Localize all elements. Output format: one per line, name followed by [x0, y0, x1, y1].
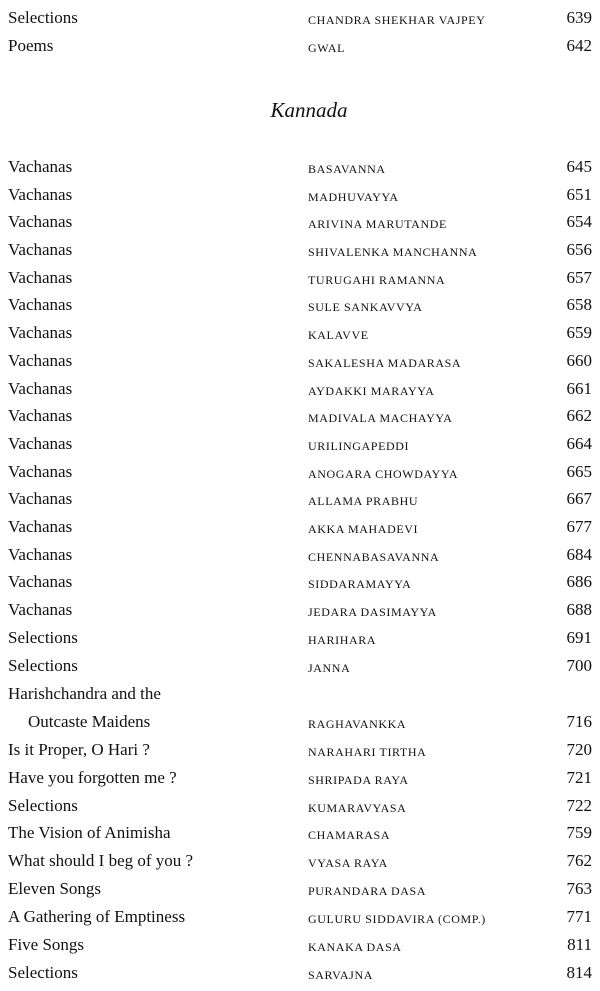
entry-page-number: 654: [566, 212, 592, 231]
toc-entry: [0, 351, 600, 379]
entry-page-number: 660: [566, 351, 592, 370]
entry-title: Vachanas: [8, 185, 73, 204]
toc-entry: [0, 935, 600, 963]
entry-author: SARVAJNA: [308, 968, 373, 982]
entry-title: Selections: [8, 963, 78, 982]
entry-title: Vachanas: [8, 517, 73, 536]
toc-entry: [0, 600, 600, 628]
toc-entry: [0, 406, 600, 434]
entry-page-number: 686: [566, 572, 592, 591]
toc-entry: [0, 157, 600, 185]
toc-entry: [0, 684, 600, 712]
entry-title: Have you forgotten me ?: [8, 768, 177, 787]
entry-page-number: 639: [566, 8, 592, 27]
entry-page-number: 645: [566, 157, 592, 176]
entry-title: Vachanas: [8, 268, 73, 287]
toc-entry: [0, 796, 600, 824]
entry-author: CHAMARASA: [308, 828, 391, 842]
entry-title: Selections: [8, 628, 78, 647]
entry-page-number: 721: [566, 768, 592, 787]
entry-title: Selections: [8, 8, 78, 27]
toc-entry: [0, 295, 600, 323]
toc-entry: [0, 823, 600, 851]
entry-page-number: 642: [566, 36, 592, 55]
toc-entry: [0, 240, 600, 268]
entry-author: JANNA: [308, 661, 351, 675]
toc-entry: [0, 434, 600, 462]
entry-page-number: 814: [566, 963, 592, 982]
entry-page-number: 658: [566, 295, 592, 314]
entry-page-number: 677: [566, 517, 592, 536]
entry-title: Vachanas: [8, 600, 73, 619]
toc-entry: [0, 851, 600, 879]
toc-entry: [0, 489, 600, 517]
entry-title: Vachanas: [8, 240, 73, 259]
entry-author: AYDAKKI MARAYYA: [308, 384, 435, 398]
entry-author: SULE SANKAVVYA: [308, 300, 423, 314]
entry-author: SAKALESHA MADARASA: [308, 356, 462, 370]
entry-title: Vachanas: [8, 434, 73, 453]
toc-entry: [0, 8, 600, 36]
section-heading: Kannada: [270, 98, 348, 122]
entry-page-number: 659: [566, 323, 592, 342]
entry-author: BASAVANNA: [308, 162, 386, 176]
entry-author: VYASA RAYA: [308, 856, 388, 870]
entry-title: The Vision of Animisha: [8, 823, 171, 842]
toc-entry: [0, 712, 600, 740]
entry-title: Harishchandra and the: [8, 684, 161, 703]
entry-title: Vachanas: [8, 212, 73, 231]
entry-page-number: 661: [566, 379, 592, 398]
toc-entry: [0, 656, 600, 684]
entry-author: PURANDARA DASA: [308, 884, 427, 898]
entry-author: JEDARA DASIMAYYA: [308, 605, 437, 619]
entry-page-number: 762: [566, 851, 592, 870]
entry-title: Vachanas: [8, 462, 73, 481]
entry-author: CHENNABASAVANNA: [308, 550, 440, 564]
entry-author: ANOGARA CHOWDAYYA: [308, 467, 459, 481]
entry-title: Poems: [8, 36, 54, 55]
toc-entry: [0, 379, 600, 407]
entry-title: Eleven Songs: [8, 879, 102, 898]
toc-entry: [0, 628, 600, 656]
entry-page-number: 688: [566, 600, 592, 619]
entry-author: MADIVALA MACHAYYA: [308, 411, 453, 425]
entry-author: URILINGAPEDDI: [308, 439, 410, 453]
entry-author: SHIVALENKA MANCHANNA: [308, 245, 478, 259]
entry-title: Vachanas: [8, 406, 73, 425]
entry-author: SHRIPADA RAYA: [308, 773, 409, 787]
toc-entry: [0, 212, 600, 240]
entry-title: Vachanas: [8, 545, 73, 564]
entry-title: Vachanas: [8, 379, 73, 398]
entry-page-number: 811: [567, 935, 592, 954]
entry-author: KANAKA DASA: [308, 940, 402, 954]
entry-author: ALLAMA PRABHU: [308, 494, 419, 508]
entry-page-number: 667: [566, 489, 592, 508]
entry-author: KUMARAVYASA: [308, 801, 407, 815]
entry-title: Vachanas: [8, 351, 73, 370]
entry-page-number: 771: [566, 907, 592, 926]
toc-entry: [0, 462, 600, 490]
entry-title: Vachanas: [8, 572, 73, 591]
entry-page-number: 662: [566, 406, 592, 425]
entry-author: GWAL: [308, 41, 346, 55]
entry-author: ARIVINA MARUTANDE: [308, 217, 447, 231]
toc-entry: [0, 572, 600, 600]
entry-author: TURUGAHI RAMANNA: [308, 273, 446, 287]
entry-title: Vachanas: [8, 157, 73, 176]
entry-page-number: 763: [566, 879, 592, 898]
entry-title: A Gathering of Emptiness: [8, 907, 186, 926]
entry-author: SIDDARAMAYYA: [308, 577, 412, 591]
entry-page-number: 664: [566, 434, 592, 453]
entry-author: GULURU SIDDAVIRA (COMP.): [308, 912, 486, 926]
entry-page-number: 684: [566, 545, 592, 564]
entry-title: Vachanas: [8, 489, 73, 508]
entry-page-number: 691: [566, 628, 592, 647]
entry-title: Outcaste Maidens: [28, 712, 151, 731]
entry-title: Vachanas: [8, 295, 73, 314]
entry-page-number: 656: [566, 240, 592, 259]
toc-entry: [0, 768, 600, 796]
toc-entry: [0, 36, 600, 64]
entry-page-number: 720: [566, 740, 592, 759]
entry-author: HARIHARA: [308, 633, 377, 647]
entry-author: CHANDRA SHEKHAR VAJPEY: [308, 13, 486, 27]
entry-title: Selections: [8, 796, 78, 815]
entry-author: RAGHAVANKKA: [308, 717, 407, 731]
entry-title: Vachanas: [8, 323, 73, 342]
entry-author: AKKA MAHADEVI: [308, 522, 419, 536]
entry-page-number: 657: [566, 268, 592, 287]
entry-title: Is it Proper, O Hari ?: [8, 740, 150, 759]
entry-title: Selections: [8, 656, 78, 675]
entry-page-number: 759: [566, 823, 592, 842]
toc-entry: [0, 740, 600, 768]
entry-author: MADHUVAYYA: [308, 190, 399, 204]
toc-entry: [0, 517, 600, 545]
toc-entry: [0, 545, 600, 573]
toc-entry: [0, 323, 600, 351]
entry-title: What should I beg of you ?: [8, 851, 194, 870]
entry-author: KALAVVE: [308, 328, 369, 342]
entry-page-number: 665: [566, 462, 592, 481]
entry-page-number: 651: [566, 185, 592, 204]
entry-author: NARAHARI TIRTHA: [308, 745, 427, 759]
entry-page-number: 700: [566, 656, 592, 675]
toc-entry: [0, 907, 600, 935]
entry-page-number: 722: [566, 796, 592, 815]
toc-entry: [0, 879, 600, 907]
entry-title: Five Songs: [8, 935, 85, 954]
entry-page-number: 716: [566, 712, 592, 731]
toc-entry: [0, 268, 600, 296]
toc-entry: [0, 185, 600, 213]
